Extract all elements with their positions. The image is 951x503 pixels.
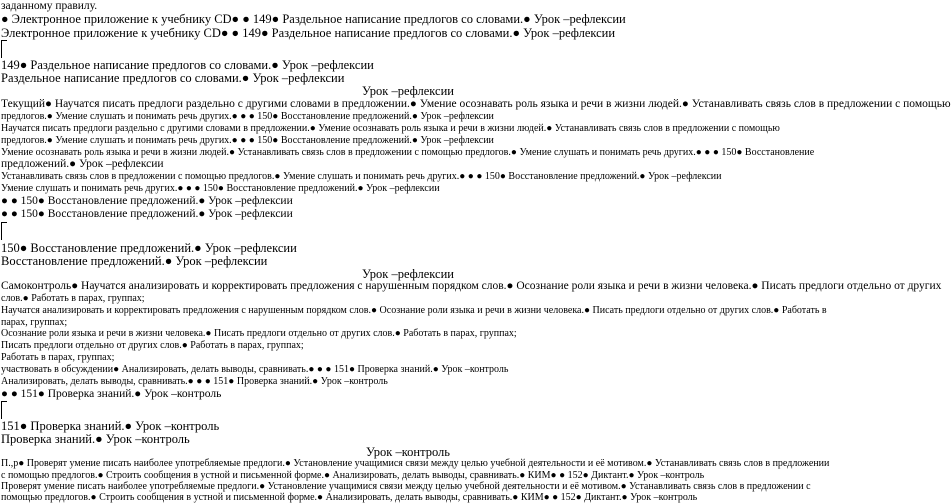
text-line: предлогов.● Умение слушать и понимать речь других.● ● ● 150● Восстановление предложений.● Урок –рефлексии (1, 135, 494, 146)
section-heading: Урок –контроль (366, 445, 450, 459)
text-line: Проверят умение писать наиболее употребляемые предлоги.● Установление учащимися связи между целью учебной деятельности и её мотивом.● Устанавливать связь слов в предложении с (1, 481, 811, 492)
text-line: Устанавливать связь слов в предложении с помощью предлогов.● Умение слушать и понимать речь других.● ● ● 150● Восстановление предложений.● Урок –рефлексии (1, 171, 722, 182)
text-line: Самоконтроль● Научатся анализировать и корректировать предложения с нарушенным порядком слов.● Осознание роли языка и речи в жизни человека.● Писать предлоги отдельно от других (1, 280, 942, 292)
text-line: Восстановление предложений.● Урок –рефлексии (1, 254, 268, 268)
text-line: 151● Проверка знаний.● Урок –контроль (1, 419, 220, 433)
text-line: заданному правилу. (1, 0, 98, 12)
cell-border-mark (1, 40, 7, 58)
text-line: Писать предлоги отдельно от других слов.● Работать в парах, группах; (1, 340, 304, 351)
text-line: ● ● 151● Проверка знаний.● Урок –контроль (1, 388, 222, 400)
text-line: Умение осознавать роль языка и речи в жизни людей.● Устанавливать связь слов в предложении с помощью предлогов.● Умение слушать и понимать речь других.● ● ● 150● Восстановление (1, 147, 815, 158)
text-line: Раздельное написание предлогов со словами.● Урок –рефлексии (1, 71, 345, 85)
text-line: Научатся писать предлоги раздельно с другими словами в предложении.● Умение осознавать роль языка и речи в жизни людей.● Устанавливать связь слов в предложении с помощью (1, 123, 780, 134)
text-line: Проверка знаний.● Урок –контроль (1, 432, 190, 446)
cell-border-mark (1, 222, 7, 240)
text-line: П.,р● Проверят умение писать наиболее употребляемые предлоги.● Установление учащимися связи между целью учебной деятельности и её мотивом.● Устанавливать связь слов в предложении (1, 458, 830, 469)
text-line: Анализировать, делать выводы, сравнивать.● ● ● 151● Проверка знаний.● Урок –контроль (1, 376, 388, 387)
text-line: Научатся анализировать и корректировать предложения с нарушенным порядком слов.● Осознание роли языка и речи в жизни человека.● Писать предлоги отдельно от других слов.● Работать в (1, 305, 827, 316)
text-line: предлогов.● Умение слушать и понимать речь других.● ● ● 150● Восстановление предложений.● Урок –рефлексии (1, 111, 494, 122)
section-heading: Урок –рефлексии (362, 267, 454, 281)
text-line: 149● Раздельное написание предлогов со словами.● Урок –рефлексии (1, 58, 374, 72)
text-line: ● ● 150● Восстановление предложений.● Урок –рефлексии (1, 195, 293, 207)
cell-border-mark (1, 401, 7, 419)
text-line: помощью предлогов.● Строить сообщения в устной и письменной форме.● Анализировать, делать выводы, сравнивать.● КИМ● ● 152● Диктант.● Урок –контроль (1, 492, 698, 503)
text-line: Текущий● Научатся писать предлоги раздельно с другими словами в предложении.● Умение осознавать роль языка и речи в жизни людей.● Устанавливать связь слов в предложении с помощью (1, 98, 951, 110)
text-line: ● Электронное приложение к учебнику CD● ● 149● Раздельное написание предлогов со словами.● Урок –рефлексии (1, 12, 626, 26)
text-line: парах, группах; (1, 317, 68, 328)
text-line: Осознание роли языка и речи в жизни человека.● Писать предлоги отдельно от других слов.● Работать в парах, группах; (1, 328, 517, 339)
text-line: слов.● Работать в парах, группах; (1, 293, 145, 304)
text-line: с помощью предлогов.● Строить сообщения в устной и письменной форме.● Анализировать, делать выводы, сравнивать.● КИМ● ● 152● Диктант.● Урок –контроль (1, 470, 705, 481)
text-line: участвовать в обсуждении● Анализировать, делать выводы, сравнивать.● ● ● 151● Проверка знаний.● Урок –контроль (1, 364, 509, 375)
text-line: Электронное приложение к учебнику CD● ● 149● Раздельное написание предлогов со словами.● Урок –рефлексии (1, 26, 616, 40)
text-line: Умение слушать и понимать речь других.● ● ● 150● Восстановление предложений.● Урок –рефлексии (1, 183, 440, 194)
text-line: Работать в парах, группах; (1, 352, 115, 363)
text-line: 150● Восстановление предложений.● Урок –рефлексии (1, 241, 297, 255)
section-heading: Урок –рефлексии (362, 84, 454, 98)
text-line: предложений.● Урок –рефлексии (1, 158, 164, 170)
text-line: ● ● 150● Восстановление предложений.● Урок –рефлексии (1, 208, 293, 220)
